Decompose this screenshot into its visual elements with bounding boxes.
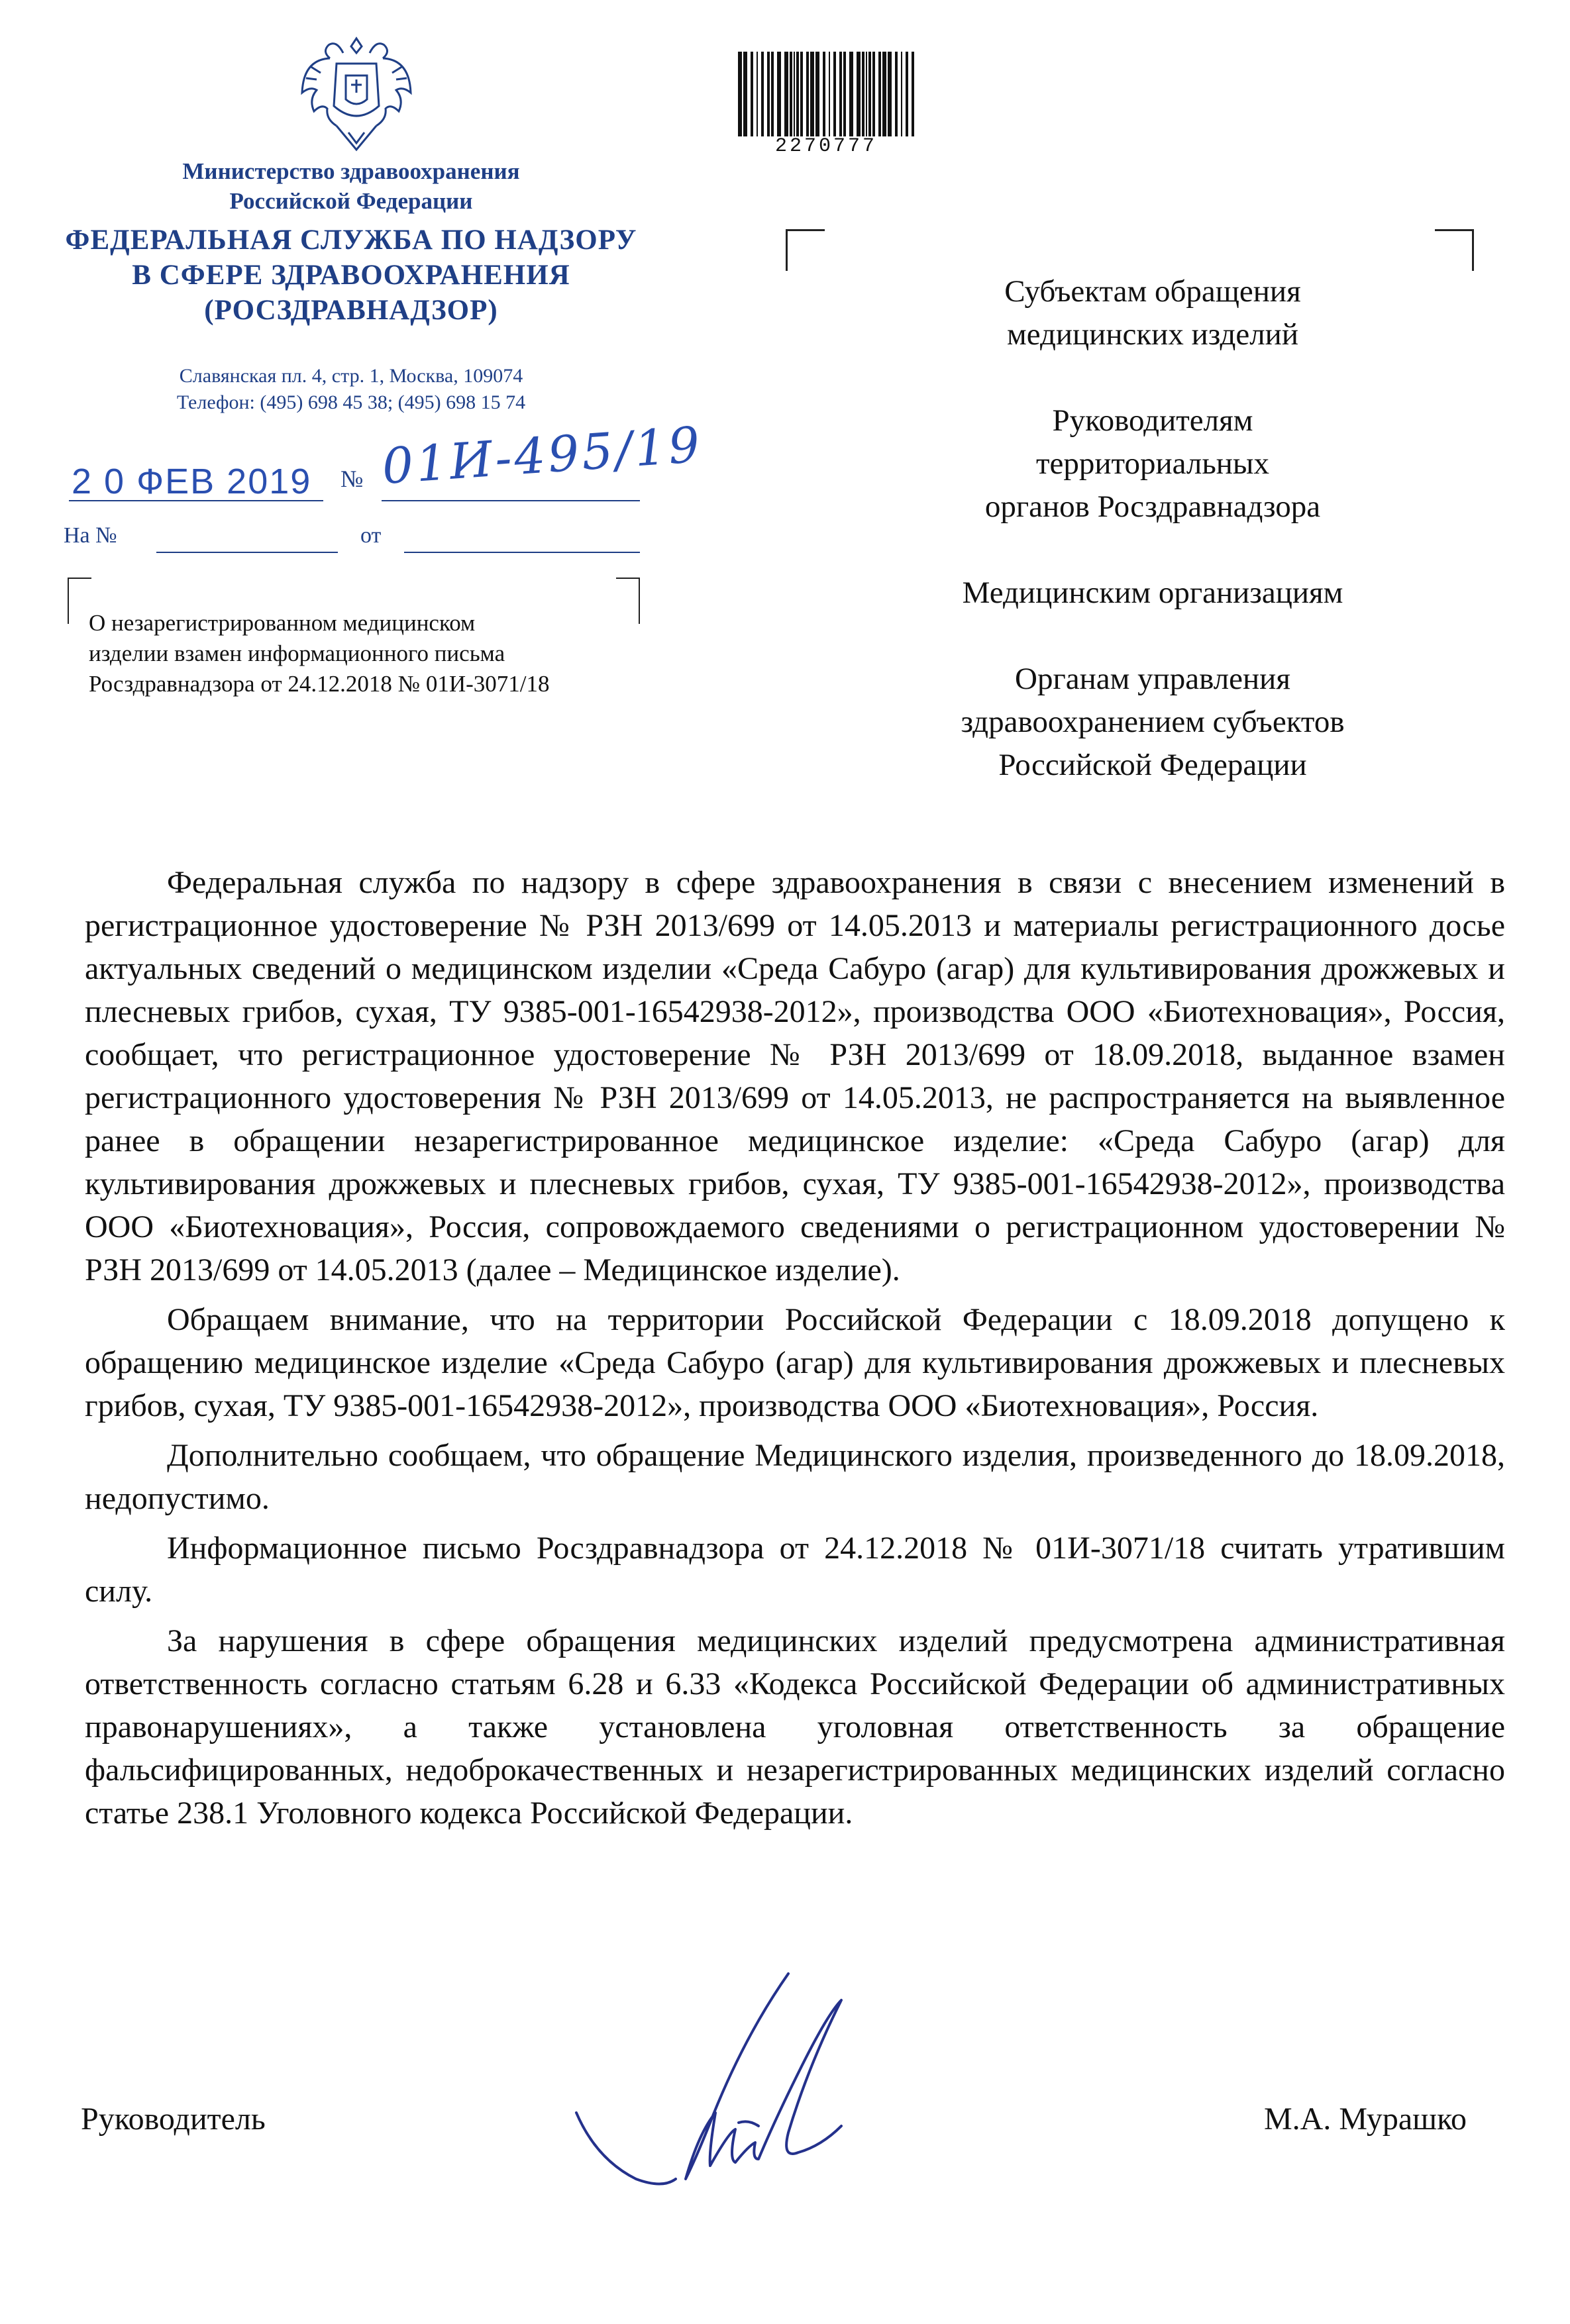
barcode-bar: [751, 52, 753, 136]
body-paragraph: Обращаем внимание, что на территории Российской Федерации с 18.09.2018 допущено к обращению медицинское изделие «Среда Сабуро (агар) для культивирования дрожжевых и плесневых грибов, сухая, ТУ 9385-001-16542938-2012», производства ООО «Биотехновация», Россия.: [85, 1302, 1505, 1423]
addressee-line: Субъектам обращения: [1004, 274, 1301, 309]
barcode-bar: [901, 52, 902, 136]
barcode-bar: [800, 52, 803, 136]
addressee-corner-left: [786, 229, 825, 271]
reference-date-underline: [404, 552, 640, 553]
barcode-bar: [862, 52, 864, 136]
barcode-bar: [777, 52, 781, 136]
barcode-bar: [806, 52, 809, 136]
barcode-bar: [906, 52, 908, 136]
double-headed-eagle-emblem-icon: [290, 26, 423, 159]
ministry-name: [40, 156, 662, 216]
subject-line-3: Росздравнадзора от 24.12.2018 № 01И-3071/18: [89, 671, 550, 697]
barcode-bar: [757, 52, 758, 136]
barcode-bar: [815, 52, 819, 136]
subject-corner-left: [68, 578, 91, 624]
subject-line-2: изделии взамен информационного письма: [89, 640, 505, 666]
letter-date: 2 0 ФЕВ 2019: [72, 462, 312, 501]
service-line-2: В СФЕРЕ ЗДРАВООХРАНЕНИЯ: [132, 260, 570, 291]
ministry-line-1: Министерство здравоохранения: [182, 158, 520, 184]
barcode-bar: [888, 52, 892, 136]
number-underline: [382, 500, 640, 501]
body-paragraph: Информационное письмо Росздравнадзора от 24.12.2018 № 01И-3071/18 считать утратившим силу.: [85, 1531, 1505, 1609]
barcode-bar: [872, 52, 875, 136]
barcode-bar: [767, 52, 770, 136]
barcode-bar: [771, 52, 774, 136]
addressee-group: [808, 572, 1497, 615]
addressee-line: Медицинским организациям: [962, 576, 1343, 610]
service-line-1: ФЕДЕРАЛЬНАЯ СЛУЖБА ПО НАДЗОРУ: [65, 225, 637, 256]
addressee-line: Российской Федерации: [998, 748, 1307, 782]
letter-body: [85, 861, 1505, 1841]
reference-from-label: от: [360, 523, 382, 548]
service-line-3: (РОСЗДРАВНАДЗОР): [204, 295, 498, 326]
addressee-block: [808, 270, 1497, 830]
barcode-bar: [857, 52, 861, 136]
barcode-bar: [829, 52, 830, 136]
body-paragraph: Дополнительно сообщаем, что обращение Медицинского изделия, произведенного до 18.09.2018, недопустимо.: [85, 1438, 1505, 1516]
addressee-line: медицинских изделий: [1006, 317, 1298, 352]
body-paragraph: Федеральная служба по надзору в сфере здравоохранения в связи с внесением изменений в регистрационное удостоверение № РЗН 2013/699 от 14.05.2013 и материалы регистрационного досье актуальных сведений о медицинском изделии «Среда Сабуро (агар) для культивирования дрожжевых и плесневых грибов, сухая, ТУ 9385-001-16542938-2012», производства ООО «Биотехновация», Россия, сообщает, что регистрационное удостоверение № РЗН 2013/699 от 18.09.2018, выданное взамен регистрационного удостоверения № РЗН 2013/699 от 14.05.2013, не распространяется на выявленное ранее в обращении незарегистрированное медицинское изделие: «Среда Сабуро (агар) для культивирования дрожжевых и плесневых грибов, сухая, ТУ 9385-001-16542938-2012», производства ООО «Биотехновация», Россия, сопровождаемого сведениями о регистрационном удостоверении № РЗН 2013/699 от 14.05.2013 (далее – Медицинское изделие).: [85, 865, 1505, 1288]
body-paragraph: За нарушения в сфере обращения медицинских изделий предусмотрена административная ответственность согласно статьям 6.28 и 6.33 «Кодекса Российской Федерации об административных правонарушениях», а также установлена уголовная ответственность за обращение фальсифицированных, недоброкачественных и незарегистрированных медицинских изделий согласно статье 238.1 Уголовного кодекса Российской Федерации.: [85, 1623, 1505, 1831]
barcode-bar: [790, 52, 792, 136]
barcode-bar: [761, 52, 764, 136]
barcode-bar: [895, 52, 898, 136]
barcode-bar: [794, 52, 795, 136]
barcode-bar: [912, 52, 914, 136]
addressee-line: органов Росздравнадзора: [984, 489, 1321, 524]
phone-line: Телефон: (495) 698 45 38; (495) 698 15 74: [176, 391, 526, 413]
ministry-line-2: Российской Федерации: [229, 188, 473, 214]
barcode-bar: [839, 52, 842, 136]
addressee-line: Руководителям: [1052, 403, 1253, 438]
barcode-bar: [833, 52, 836, 136]
addressee-line: территориальных: [1035, 446, 1270, 481]
number-sign: №: [340, 466, 364, 492]
addressee-line: Органам управления: [1015, 662, 1290, 696]
barcode-bar: [823, 52, 825, 136]
service-address: [40, 363, 662, 416]
barcode-bar: [738, 52, 742, 136]
barcode-bar: [878, 52, 881, 136]
signatory-name: М.А. Мурашко: [1264, 2101, 1467, 2137]
addressee-group: [808, 658, 1497, 787]
addressee-line: здравоохранением субъектов: [961, 705, 1345, 739]
date-underline: [69, 500, 323, 501]
reference-number-underline: [156, 552, 338, 553]
barcode: [737, 52, 916, 136]
handwritten-signature-icon: [570, 1960, 914, 2252]
addressee-corner-right: [1435, 229, 1474, 271]
service-name: [40, 223, 662, 328]
signatory-title: Руководитель: [81, 2101, 266, 2137]
barcode-number: 2270777: [774, 135, 878, 158]
addressee-group: [808, 399, 1497, 529]
barcode-bar: [866, 52, 867, 136]
letter-subject: [89, 608, 685, 699]
letter-number: 01И-495/19: [380, 416, 704, 495]
barcode-bar: [743, 52, 747, 136]
subject-line-1: О незарегистрированном медицинском: [89, 610, 476, 636]
barcode-bar: [796, 52, 799, 136]
address-line: Славянская пл. 4, стр. 1, Москва, 109074: [179, 365, 523, 387]
barcode-bar: [868, 52, 871, 136]
addressee-group: [808, 270, 1497, 356]
barcode-bar: [882, 52, 886, 136]
barcode-bar: [849, 52, 853, 136]
reference-number-label: На №: [64, 523, 117, 548]
barcode-bar: [784, 52, 788, 136]
barcode-bar: [810, 52, 814, 136]
barcode-bar: [843, 52, 846, 136]
